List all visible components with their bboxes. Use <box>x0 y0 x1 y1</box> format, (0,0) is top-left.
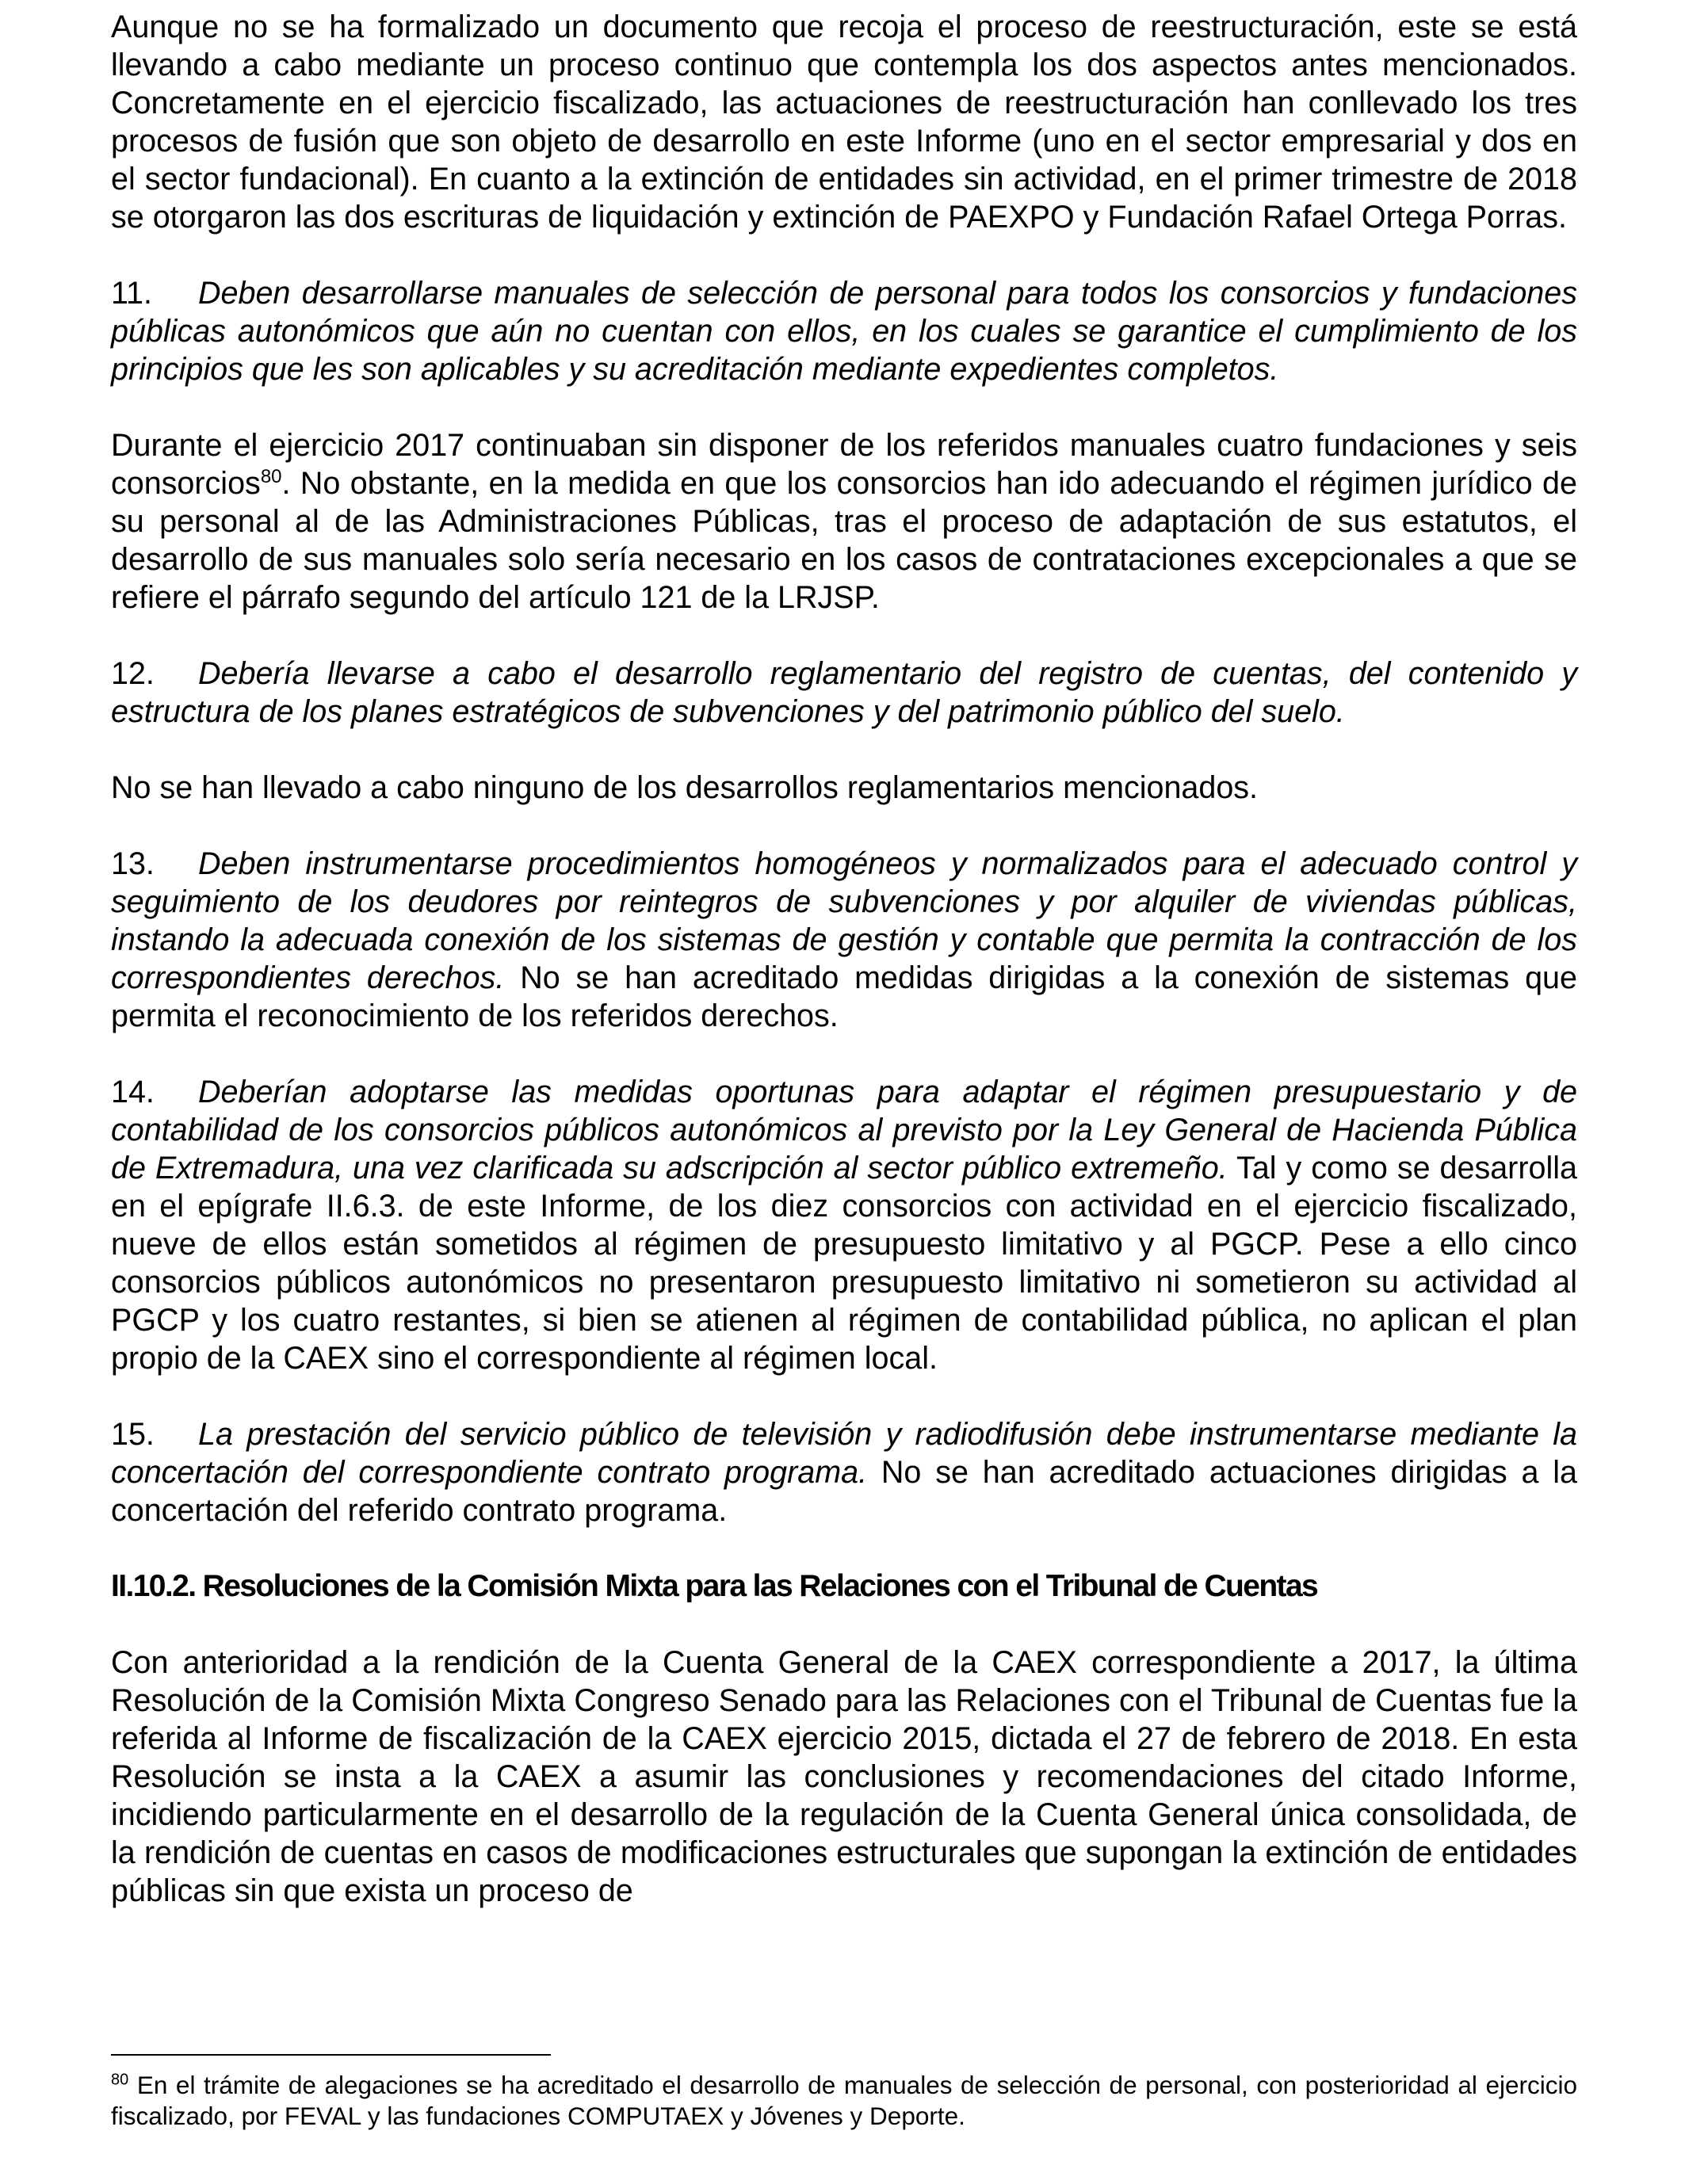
recommendation-13 <box>111 845 1577 1035</box>
recommendation-14 <box>111 1073 1577 1377</box>
paragraph-text: . No obstante, en la medida en que los consorcios han ido adecuando el régimen jurídico de su personal al de las Administraciones Públicas, tras el proceso de adaptación de sus estatutos, el desarrollo de sus manuales solo sería necesario en los casos de contrataciones excepcionales a que se refiere el párrafo segundo del artículo 121 de la LRJSP. <box>111 466 1577 615</box>
paragraph-manuals <box>111 426 1577 617</box>
footnote-text: En el trámite de alegaciones se ha acreditado el desarrollo de manuales de selección de personal, con posterioridad al ejercicio fiscalizado, por FEVAL y las fundaciones COMPUTAEX y Jóvenes y Deporte. <box>111 2071 1577 2130</box>
recommendation-number: 12. <box>111 656 155 691</box>
recommendation-11 <box>111 274 1577 388</box>
footnote <box>111 2070 1577 2132</box>
body-text <box>111 8 1577 1910</box>
recommendation-number: 13. <box>111 846 155 881</box>
recommendation-number: 11. <box>111 276 152 311</box>
footnote-number: 80 <box>111 2071 129 2089</box>
recommendation-followup: No se han acreditado actuaciones dirigidas a la concertación del referido contrato programa. <box>111 1455 1577 1528</box>
footnote-divider <box>111 2054 551 2056</box>
recommendation-text: La prestación del servicio público de televisión y radiodifusión debe instrumentarse mediante la concertación del correspondiente contrato programa. <box>111 1417 1577 1490</box>
paragraph-text: Durante el ejercicio 2017 continuaban sin disponer de los referidos manuales cuatro fundaciones y seis consorcios <box>111 428 1577 501</box>
recommendation-text: Deberían adoptarse las medidas oportunas para adaptar el régimen presupuestario y de contabilidad de los consorcios públicos autonómicos al previsto por la Ley General de Hacienda Pública de Extremadura, una vez clarificada su adscripción al sector público extremeño. <box>111 1075 1577 1186</box>
paragraph-restructuring: Aunque no se ha formalizado un documento que recoja el proceso de reestructuración, este se está llevando a cabo mediante un proceso continuo que contempla los dos aspectos antes mencionados. Concretamente en el ejercicio fiscalizado, las actuaciones de reestructuración han conllevado los tres procesos de fusión que son objeto de desarrollo en este Informe (uno en el sector empresarial y dos en el sector fundacional). En cuanto a la extinción de entidades sin actividad, en el primer trimestre de 2018 se otorgaron las dos escrituras de liquidación y extinción de PAEXPO y Fundación Rafael Ortega Porras. <box>111 10 1577 235</box>
recommendation-text: Deben desarrollarse manuales de selección de personal para todos los consorcios y fundaciones públicas autonómicos que aún no cuentan con ellos, en los cuales se garantice el cumplimiento de los principios que les son aplicables y su acreditación mediante expedientes completos. <box>111 276 1577 387</box>
recommendation-number: 15. <box>111 1417 155 1452</box>
recommendation-15 <box>111 1415 1577 1529</box>
recommendation-followup: No se han acreditado medidas dirigidas a la conexión de sistemas que permita el reconocimiento de los referidos derechos. <box>111 960 1577 1033</box>
paragraph-regulations: No se han llevado a cabo ninguno de los desarrollos reglamentarios mencionados. <box>111 770 1259 805</box>
footnote-reference[interactable]: 80 <box>260 465 282 487</box>
recommendation-text: Deben instrumentarse procedimientos homogéneos y normalizados para el adecuado control y seguimiento de los deudores por reintegros de subvenciones y por alquiler de viviendas públicas, instando la adecuada conexión de los sistemas de gestión y contable que permita la contracción de los correspondientes derechos. <box>111 846 1577 995</box>
paragraph-resolution: Con anterioridad a la rendición de la Cuenta General de la CAEX correspondiente a 2017, la última Resolución de la Comisión Mixta Congreso Senado para las Relaciones con el Tribunal de Cuentas fue la referida al Informe de fiscalización de la CAEX ejercicio 2015, dictada el 27 de febrero de 2018. En esta Resolución se insta a la CAEX a asumir las conclusiones y recomendaciones del citado Informe, incidiendo particularmente en el desarrollo de la regulación de la Cuenta General única consolidada, de la rendición de cuentas en casos de modificaciones estructurales que supongan la extinción de entidades públicas sin que exista un proceso de <box>111 1645 1577 1908</box>
recommendation-text: Debería llevarse a cabo el desarrollo reglamentario del registro de cuentas, del contenido y estructura de los planes estratégicos de subvenciones y del patrimonio público del suelo. <box>111 656 1577 729</box>
recommendation-followup: Tal y como se desarrolla en el epígrafe II.6.3. de este Informe, de los diez consorcios con actividad en el ejercicio fiscalizado, nueve de ellos están sometidos al régimen de presupuesto limitativo y al PGCP. Pese a ello cinco consorcios públicos autonómicos no presentaron presupuesto limitativo ni sometieron su actividad al PGCP y los cuatro restantes, si bien se atienen al régimen de contabilidad pública, no aplican el plan propio de la CAEX sino el correspondiente al régimen local. <box>111 1151 1577 1376</box>
recommendation-12 <box>111 655 1577 731</box>
recommendation-number: 14. <box>111 1075 155 1109</box>
section-heading: II.10.2. Resoluciones de la Comisión Mixta para las Relaciones con el Tribunal de Cuentas <box>111 1569 1318 1603</box>
